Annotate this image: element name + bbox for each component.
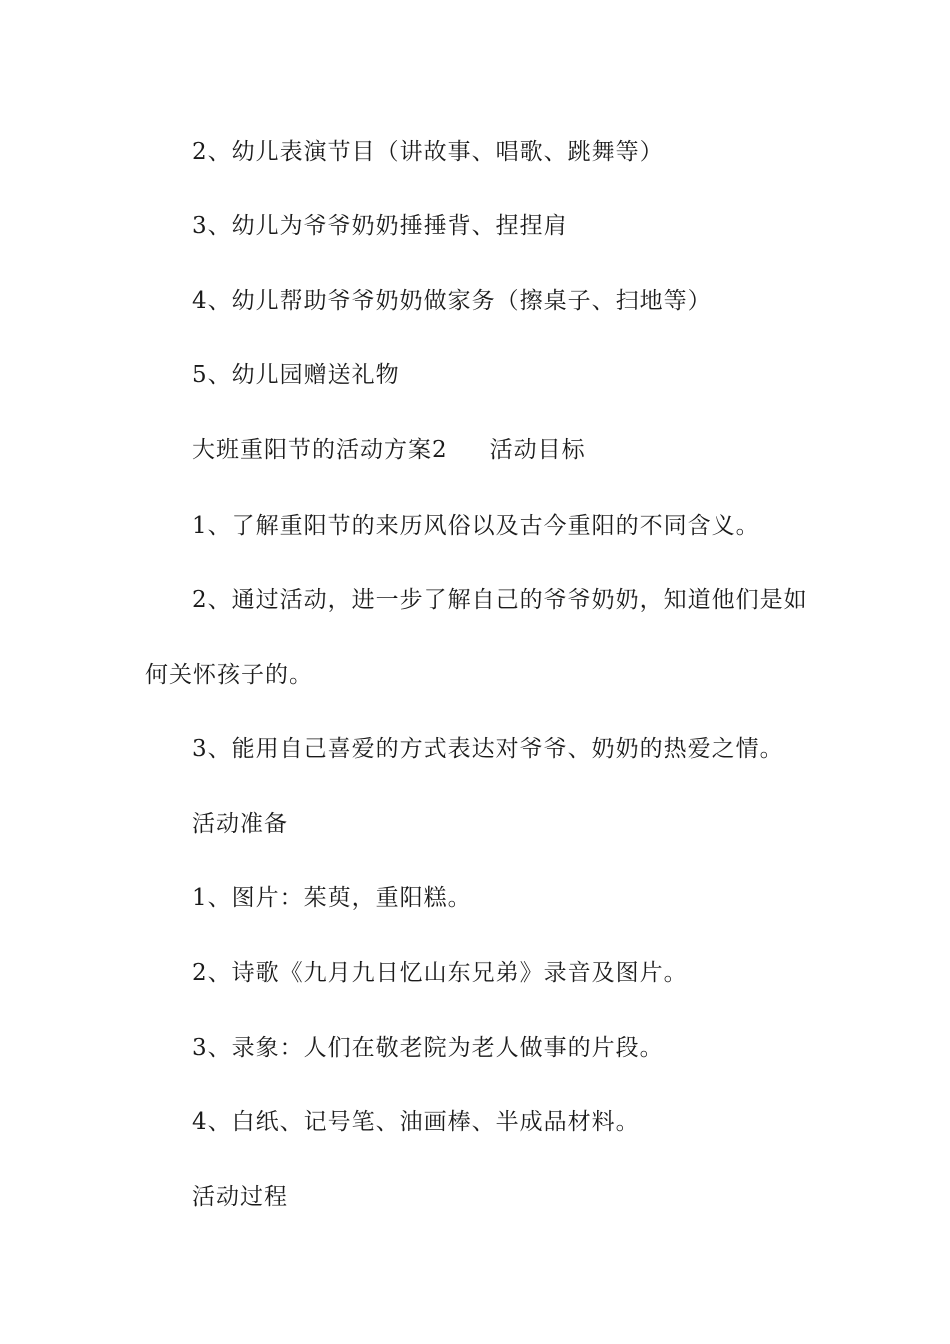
preparation-heading: 活动准备	[192, 811, 288, 837]
paragraph-item-5: 5、幼儿园赠送礼物	[192, 362, 400, 388]
paragraph-item-3: 3、幼儿为爷爷奶奶捶捶背、捏捏肩	[192, 213, 568, 239]
section-subtitle: 活动目标	[489, 437, 586, 463]
goal-item-2: 2、通过活动，进一步了解自己的爷爷奶奶，知道他们是如	[192, 587, 808, 613]
goal-item-1: 1、了解重阳节的来历风俗以及古今重阳的不同含义。	[192, 513, 760, 539]
paragraph-item-2: 2、幼儿表演节目（讲故事、唱歌、跳舞等）	[192, 139, 664, 165]
process-heading: 活动过程	[192, 1184, 288, 1210]
goal-item-2-continuation: 何关怀孩子的。	[145, 662, 313, 688]
goal-item-3: 3、能用自己喜爱的方式表达对爷爷、奶奶的热爱之情。	[192, 736, 784, 762]
preparation-item-3: 3、录象：人们在敬老院为老人做事的片段。	[192, 1035, 664, 1061]
paragraph-item-4: 4、幼儿帮助爷爷奶奶做家务（擦桌子、扫地等）	[192, 288, 712, 314]
section-heading	[192, 435, 586, 465]
preparation-item-2: 2、诗歌《九月九日忆山东兄弟》录音及图片。	[192, 960, 688, 986]
section-title: 大班重阳节的活动方案2	[192, 437, 448, 463]
preparation-item-1: 1、图片：茱萸，重阳糕。	[192, 885, 472, 911]
preparation-item-4: 4、白纸、记号笔、油画棒、半成品材料。	[192, 1109, 640, 1135]
